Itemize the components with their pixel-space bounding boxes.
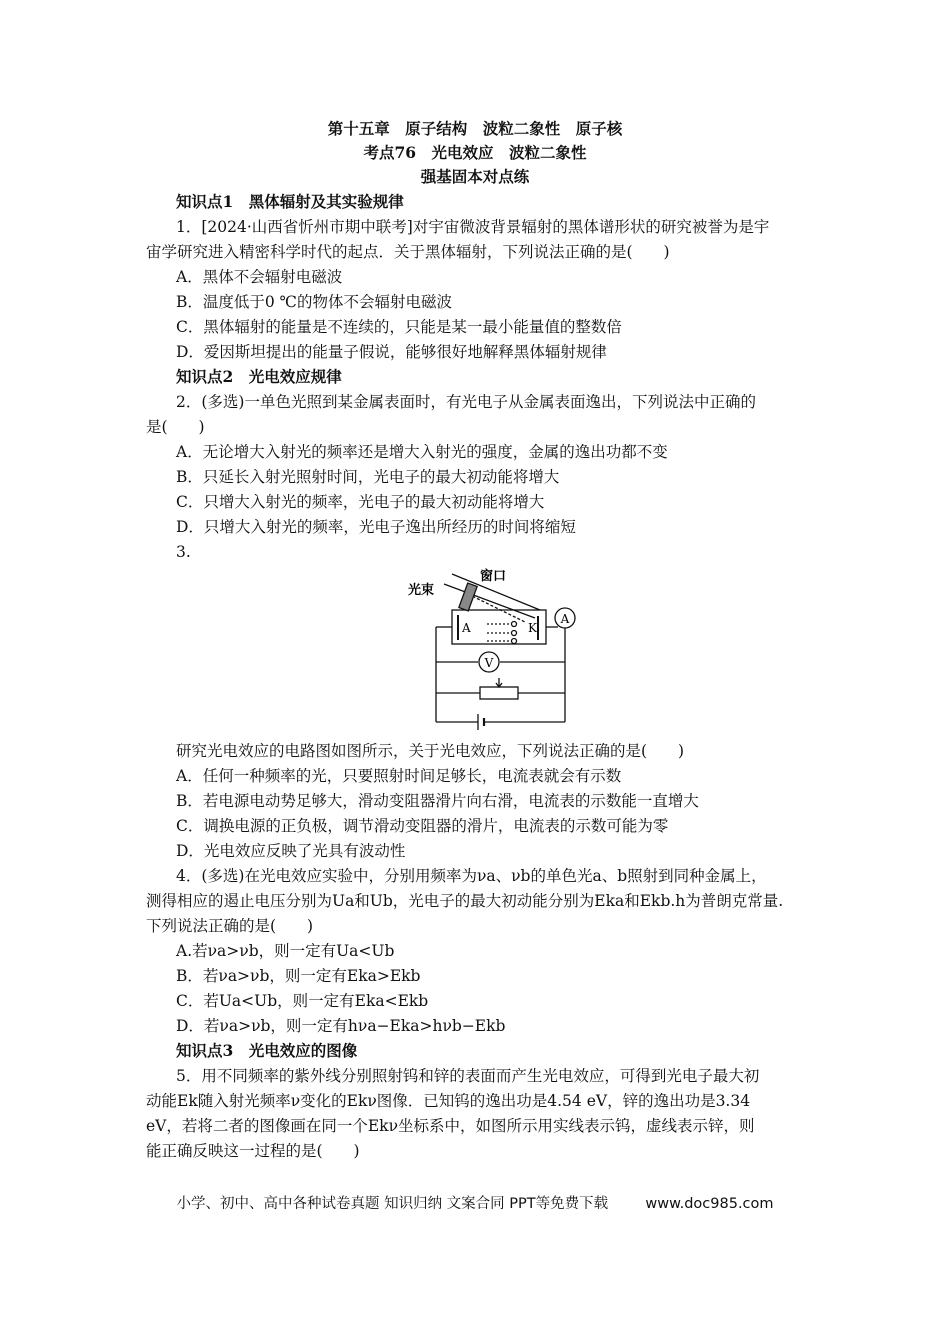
q3-stem: 研究光电效应的电路图如图所示，关于光电效应，下列说法正确的是( ) (176, 742, 685, 760)
practice-title: 强基固本对点练 (420, 167, 530, 186)
q1-option-c: C．黑体辐射的能量是不连续的，只能是某一最小能量值的整数倍 (176, 318, 622, 336)
section-heading-2: 知识点2 光电效应规律 (176, 367, 342, 386)
q1-option-b: B．温度低于0 ℃的物体不会辐射电磁波 (176, 293, 453, 311)
anode-label: A (462, 621, 471, 635)
q3-option-d: D．光电效应反映了光具有波动性 (176, 842, 406, 860)
q1-stem-line1: 1．[2024·山西省忻州市期中联考]对宇宙微波背景辐射的黑体谱形状的研究被誉为是宇 (176, 218, 770, 236)
q3-option-c: C．调换电源的正负极，调节滑动变阻器的滑片，电流表的示数可能为零 (176, 817, 669, 835)
window-label: 窗口 (480, 569, 507, 584)
topic-title: 考点76 光电效应 波粒二象性 (363, 143, 587, 162)
q2-option-d: D．只增大入射光的频率，光电子逸出所经历的时间将缩短 (176, 518, 576, 536)
q5-stem-line4: 能正确反映这一过程的是( ) (146, 1142, 360, 1160)
q3-number: 3. (176, 543, 191, 561)
q2-option-a: A．无论增大入射光的频率还是增大入射光的强度，金属的逸出功都不变 (176, 443, 668, 461)
q4-option-d: D．若νa>νb，则一定有hνa−Eka>hνb−Ekb (176, 1017, 506, 1035)
q3-option-b: B．若电源电动势足够大，滑动变阻器滑片向右滑，电流表的示数能一直增大 (176, 792, 699, 810)
q2-option-c: C．只增大入射光的频率，光电子的最大初动能将增大 (176, 493, 545, 511)
voltmeter-label: V (484, 656, 494, 670)
q4-option-c: C．若Ua<Ub，则一定有Eka<Ekb (176, 992, 429, 1010)
footer-text: 小学、初中、高中各种试卷真题 知识归纳 文案合同 PPT等免费下载 (176, 1196, 609, 1212)
footer-site-link[interactable]: www.doc985.com (645, 1196, 774, 1212)
q4-stem-line3: 下列说法正确的是( ) (146, 917, 314, 935)
page-footer (0, 1192, 950, 1213)
q4-stem-line2: 测得相应的遏止电压分别为Ua和Ub，光电子的最大初动能分别为Eka和Ekb.h为普朗克常量. (146, 892, 784, 910)
cathode-label: K (528, 621, 537, 635)
q3-option-a: A．任何一种频率的光，只要照射时间足够长，电流表就会有示数 (176, 767, 622, 785)
q2-stem-line2: 是( ) (146, 418, 205, 436)
q5-stem-line3: eV，若将二者的图像画在同一个Ekν坐标系中，如图所示用实线表示钨，虚线表示锌，则 (146, 1117, 755, 1135)
q4-option-a: A.若νa>νb，则一定有Ua<Ub (176, 942, 395, 960)
rheostat (480, 687, 518, 699)
section-heading-1: 知识点1 黑体辐射及其实验规律 (176, 192, 404, 211)
q5-stem-line1: 5．用不同频率的紫外线分别照射钨和锌的表面而产生光电效应，可得到光电子最大初 (176, 1067, 760, 1085)
chapter-title: 第十五章 原子结构 波粒二象性 原子核 (327, 119, 623, 138)
beam-label: 光束 (408, 583, 435, 598)
q1-option-d: D．爱因斯坦提出的能量子假说，能够很好地解释黑体辐射规律 (176, 343, 607, 361)
section-heading-3: 知识点3 光电效应的图像 (176, 1041, 358, 1060)
photoelectric-circuit-figure (400, 562, 590, 732)
q5-stem-line2: 动能Ek随入射光频率ν变化的Ekν图像．已知钨的逸出功是4.54 eV，锌的逸出功是3.34 (146, 1092, 751, 1110)
ammeter-label: A (560, 612, 570, 626)
q1-stem-line2: 宙学研究进入精密科学时代的起点．关于黑体辐射，下列说法正确的是( ) (146, 243, 670, 261)
q1-option-a: A．黑体不会辐射电磁波 (176, 268, 343, 286)
q4-stem-line1: 4．(多选)在光电效应实验中，分别用频率为νa、νb的单色光a、b照射到同种金属上， (176, 867, 767, 885)
q2-option-b: B．只延长入射光照射时间，光电子的最大初动能将增大 (176, 468, 560, 486)
q2-stem-line1: 2．(多选)一单色光照到某金属表面时，有光电子从金属表面逸出，下列说法中正确的 (176, 393, 756, 411)
q4-option-b: B．若νa>νb，则一定有Eka>Ekb (176, 967, 421, 985)
